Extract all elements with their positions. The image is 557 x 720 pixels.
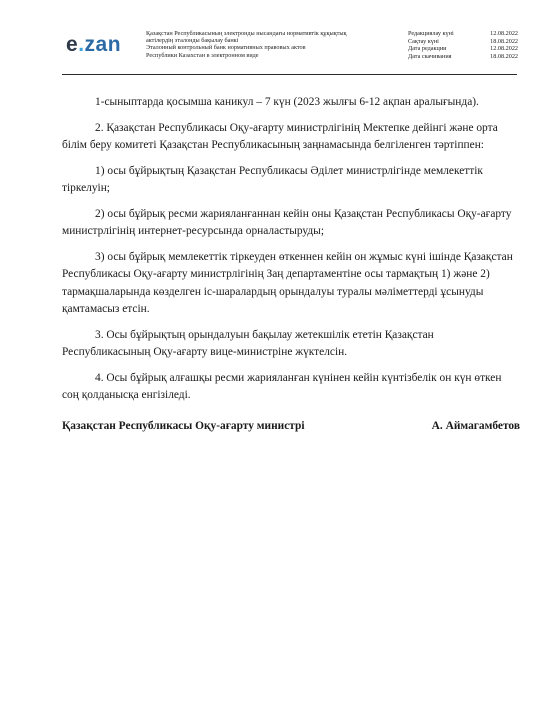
paragraph: 4. Осы бұйрық алғашқы ресми жарияланған күнінен кейін күнтізбелік он күн өткен соң қолданысқа енгізіледі. <box>62 371 502 401</box>
logo-zan: zan <box>84 33 122 56</box>
date-metadata <box>408 30 518 60</box>
source-line: Эталонный контрольный банк нормативных правовых актов <box>146 44 306 52</box>
signature-block <box>62 420 520 432</box>
meta-value: 12.08.2022 <box>490 45 518 52</box>
paragraph: 2) осы бұйрық ресми жарияланғаннан кейін оны Қазақстан Республикасы Оқу-ағарту министрлігінің интернет-ресурсында орналастыруды; <box>62 207 512 237</box>
meta-row <box>408 45 518 53</box>
source-description <box>146 30 396 59</box>
meta-label: Дата редакции <box>408 45 447 52</box>
source-line: Қазақстан Республикасының электронды нысандағы нормативтік құқықтық <box>146 30 347 37</box>
meta-row <box>408 30 518 38</box>
meta-label: Редакциялау күні <box>408 30 454 37</box>
signatory-name: А. Аймагамбетов <box>431 420 520 432</box>
meta-value: 18.08.2022 <box>490 52 518 60</box>
signatory-position: Қазақстан Республикасы Оқу-ағарту министрі <box>62 420 305 432</box>
logo-e: e <box>66 33 79 56</box>
meta-label: Сақтау күні <box>408 37 439 45</box>
document-body <box>62 94 520 413</box>
meta-row <box>408 53 518 61</box>
meta-label: Дата скачивания <box>408 52 452 60</box>
source-line: Республики Казахстан в электронном виде <box>146 51 259 59</box>
paragraph: 1-сыныптарда қосымша каникул – 7 күн (2023 жылғы 6-12 ақпан аралығында). <box>95 96 479 108</box>
meta-value: 12.08.2022 <box>490 30 518 37</box>
logo-dot: . <box>78 33 85 56</box>
paragraph: 2. Қазақстан Республикасы Оқу-ағарту министрлігінің Мектепке дейінгі және орта білім беру комитеті Қазақстан Республикасының заңнамасында белгіленген тәртіппен: <box>62 121 498 151</box>
document-header <box>62 30 517 75</box>
meta-value: 18.08.2022 <box>490 37 518 45</box>
ezan-logo <box>66 33 121 57</box>
paragraph: 3) осы бұйрық мемлекеттік тіркеуден өткеннен кейін он жұмыс күні ішінде Қазақстан Республикасы Оқу-ағарту министрлігінің Заң департаментіне осы тармақтың 1) және 2) тармақшаларында көзделген іс-шаралардың орындалуы туралы мәліметтерді ұсынуды қамтамасыз етсін. <box>62 250 513 315</box>
paragraph: 1) осы бұйрықтың Қазақстан Республикасы Әділет министрлігінде мемлекеттік тіркелуін; <box>62 164 483 194</box>
paragraph: 3. Осы бұйрықтың орындалуын бақылау жетекшілік ететін Қазақстан Республикасының Оқу-ағарту вице-министріне жүктелсін. <box>62 328 434 358</box>
source-line: актілердің эталонды бақылау банкі <box>146 37 239 45</box>
meta-row <box>408 38 518 46</box>
